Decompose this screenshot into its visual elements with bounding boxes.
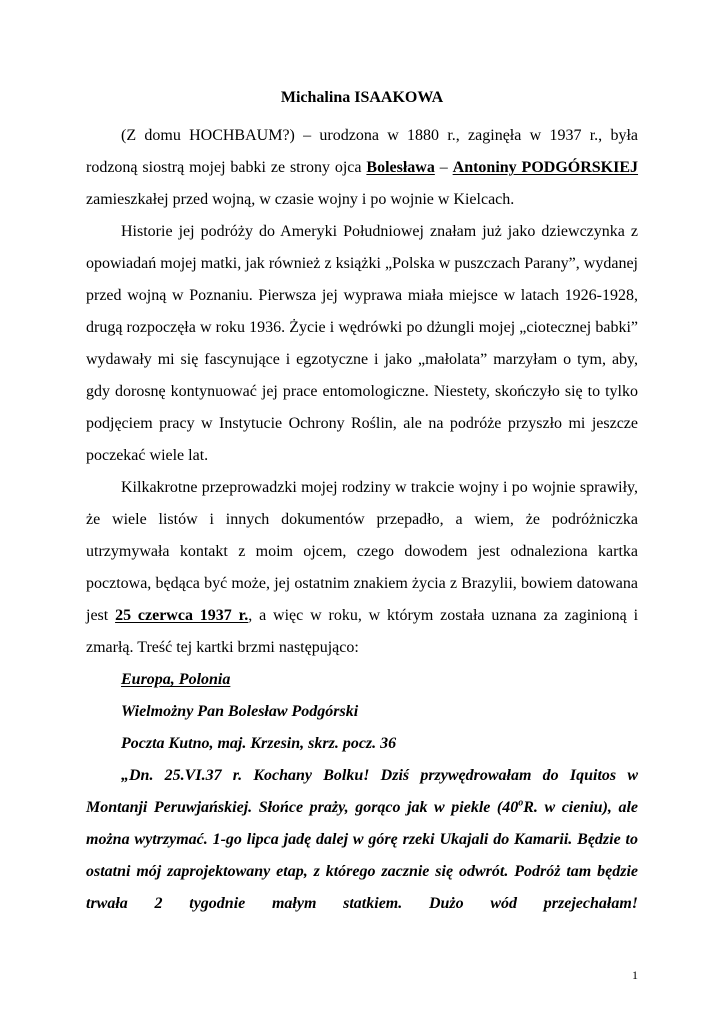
paragraph-3-rest: , a więc w roku, w którym została uznana za zaginioną i zmarłą. Treść tej kartki brzmi następująco:: [86, 607, 639, 656]
postcard-date: 25 czerwca 1937 r.: [115, 607, 249, 624]
name-boleslawa: Bolesława: [366, 159, 435, 176]
paragraph-3: [86, 472, 638, 664]
address-line-1: [86, 664, 638, 696]
paragraph-1: [86, 120, 638, 216]
document-title: Michalina ISAAKOWA: [280, 89, 444, 106]
address-line-2: Wielmożny Pan Bolesław Podgórski: [121, 703, 359, 720]
paragraph-1-rest: zamieszkałej przed wojną, w czasie wojny i po wojnie w Kielcach.: [86, 191, 515, 208]
document-body: [86, 120, 638, 920]
letter-text-end: R. w cieniu), ale można wytrzymać. 1-go lipca jadę dalej w górę rzeki Ukajali do Kamarii. Będzie to ostatni mój zaprojektowany etap, z którego zacznie się odwrót. Podróż tam będzie trwała 2 tygodnie małym statkiem. Dużo wód przejechałam!: [86, 799, 638, 912]
paragraph-1-intro: (Z domu HOCHBAUM?) – urodzona w 1880 r., zaginęła w 1937 r., była rodzoną siostrą mojej babki ze strony ojca: [86, 127, 638, 176]
address-line-3: Poczta Kutno, maj. Krzesin, skrz. pocz. 36: [121, 735, 397, 752]
letter-text: [86, 760, 638, 920]
paragraph-3-text: Kilkakrotne przeprowadzki mojej rodziny w trakcie wojny i po wojnie sprawiły, że wiele listów i innych dokumentów przepadło, a wiem, że podróżniczka utrzymywała kontakt z moim ojcem, czego dowodem jest odnaleziona kartka pocztowa, będąca być może, jej ostatnim znakiem życia z Brazylii, bowiem datowana jest: [86, 479, 638, 624]
address-country: Europa, Polonia: [121, 671, 231, 688]
paragraph-2: Historie jej podróży do Ameryki Południowej znałam już jako dziewczynka z opowiadań mojej matki, jak również z książki „Polska w puszczach Parany”, wydanej przed wojną w Poznaniu. Pierwsza jej wyprawa miała miejsce w latach 1926-1928, drugą rozpoczęła w roku 1936. Życie i wędrówki po dżungli mojej „ciotecznej babki” wydawały mi się fascynujące i egzotyczne i jako „małolata” marzyłam o tym, aby, gdy dorosnę kontynuować jej prace entomologiczne. Niestety, skończyło się to tylko podjęciem pracy w Instytucie Ochrony Roślin, ale na podróże przyszło mi jeszcze poczekać wiele lat.: [86, 223, 638, 464]
name-antoniny-podgorskiej: Antoniny PODGÓRSKIEJ: [452, 159, 639, 176]
paragraph-1-dash: –: [434, 159, 453, 176]
letter-text-start: „Dn. 25.VI.37 r. Kochany Bolku! Dziś przywędrowałam do Iquitos w Montanji Peruwjańskiej. Słońce praży, gorąco jak w piekle (40: [86, 767, 638, 816]
page-number: 1: [632, 968, 638, 982]
degree-sign: o: [518, 797, 524, 809]
